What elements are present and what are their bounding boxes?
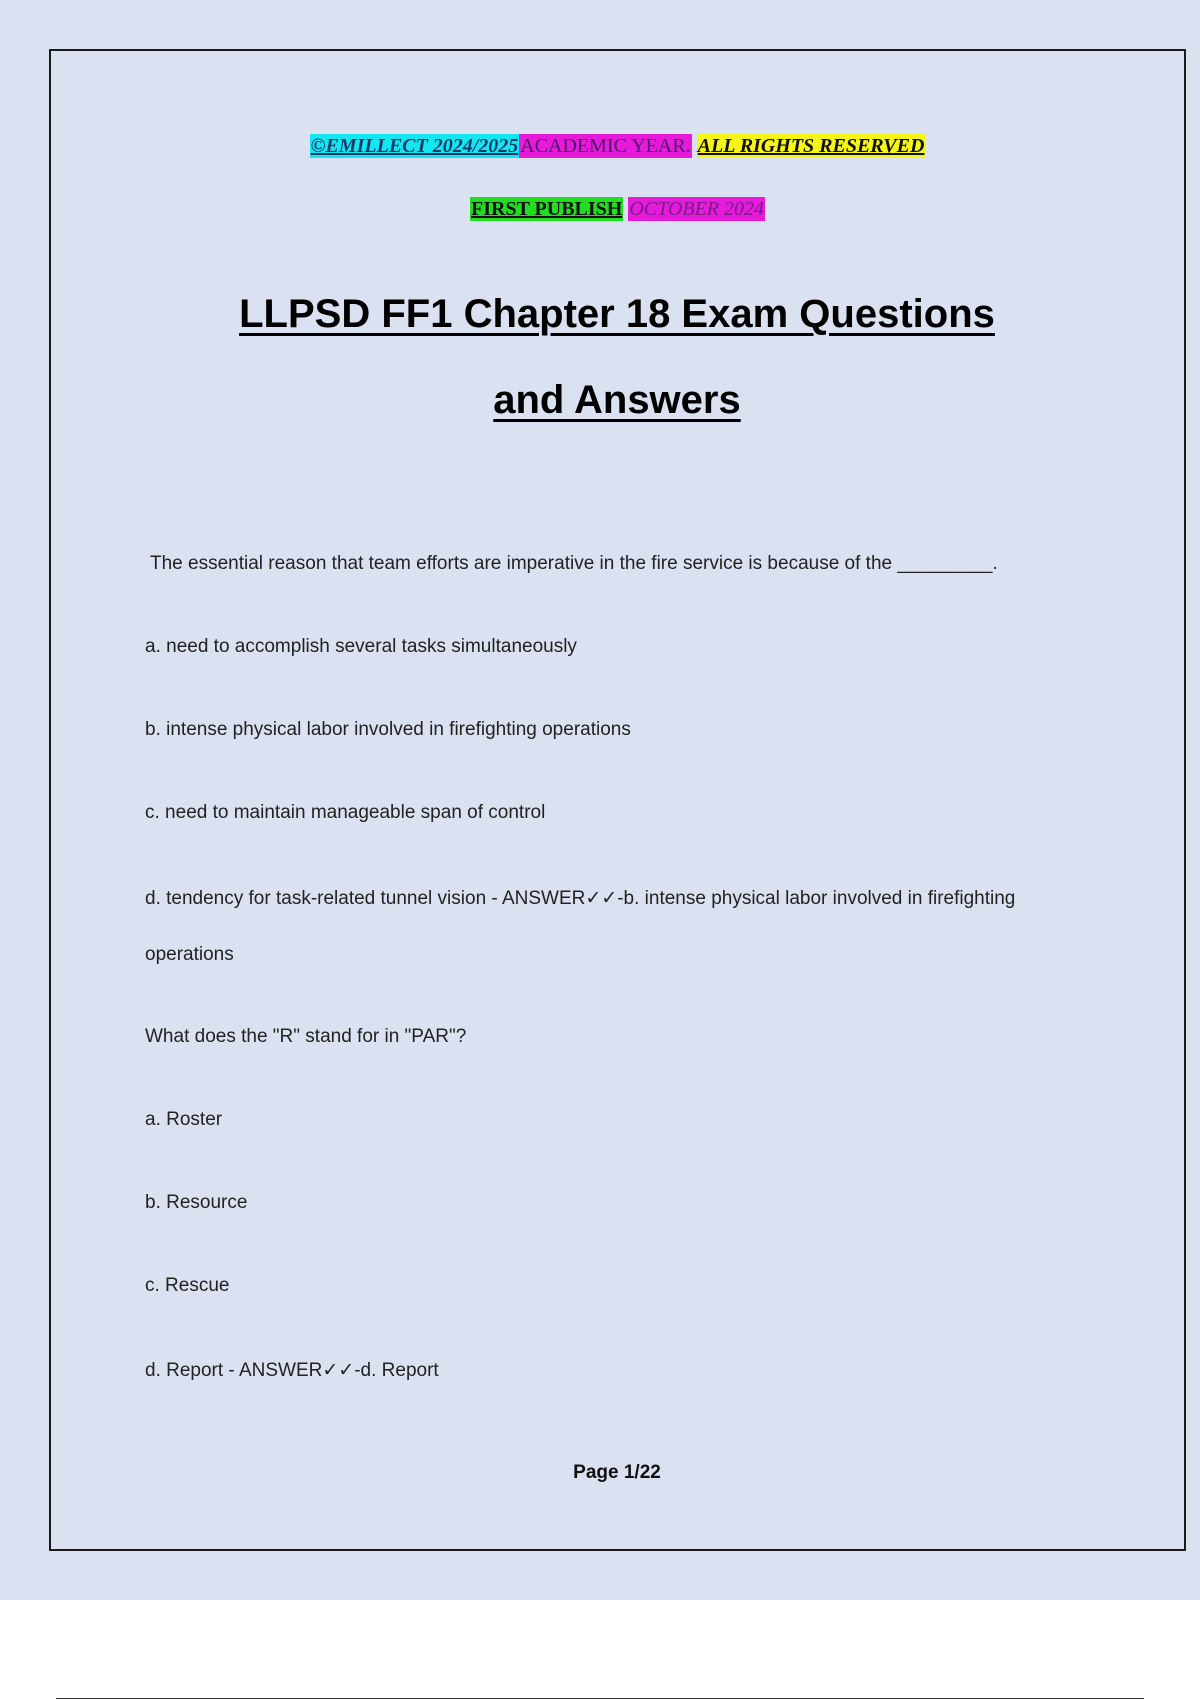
publish-date-text: OCTOBER 2024 [629,198,764,220]
document-page [49,49,1186,1551]
question-1-option-a: a. need to accomplish several tasks simultaneously [145,636,577,657]
question-2-option-d: d. Report - ANSWER✓✓-d. Report [145,1360,439,1381]
bottom-divider [56,1698,1144,1699]
copyright-text: ©EMILLECT 2024/2025 [310,135,519,157]
first-publish-text: FIRST PUBLISH [471,198,623,220]
page-number: Page 1/22 [573,1462,661,1483]
question-1-option-b: b. intense physical labor involved in firefighting operations [145,719,631,740]
question-1-option-d: d. tendency for task-related tunnel vision - ANSWER✓✓-b. intense physical labor involved in firefighting [145,888,1016,909]
rights-text: ALL RIGHTS RESERVED [697,135,925,157]
question-1-option-c: c. need to maintain manageable span of control [145,802,546,823]
publish-line [51,198,1184,221]
question-2-option-c: c. Rescue [145,1275,230,1296]
question-1-option-d-continued: operations [145,944,234,965]
document-title-line-1: LLPSD FF1 Chapter 18 Exam Questions [239,292,995,336]
document-title-line-2: and Answers [493,378,741,422]
academic-year-text: ACADEMIC YEAR. [520,135,691,157]
copyright-line [51,135,1184,158]
question-2-option-b: b. Resource [145,1192,248,1213]
question-2-prompt: What does the "R" stand for in "PAR"? [145,1026,467,1047]
question-1-prompt: The essential reason that team efforts are imperative in the fire service is because of the _________. [150,553,998,574]
question-2-option-a: a. Roster [145,1109,223,1130]
